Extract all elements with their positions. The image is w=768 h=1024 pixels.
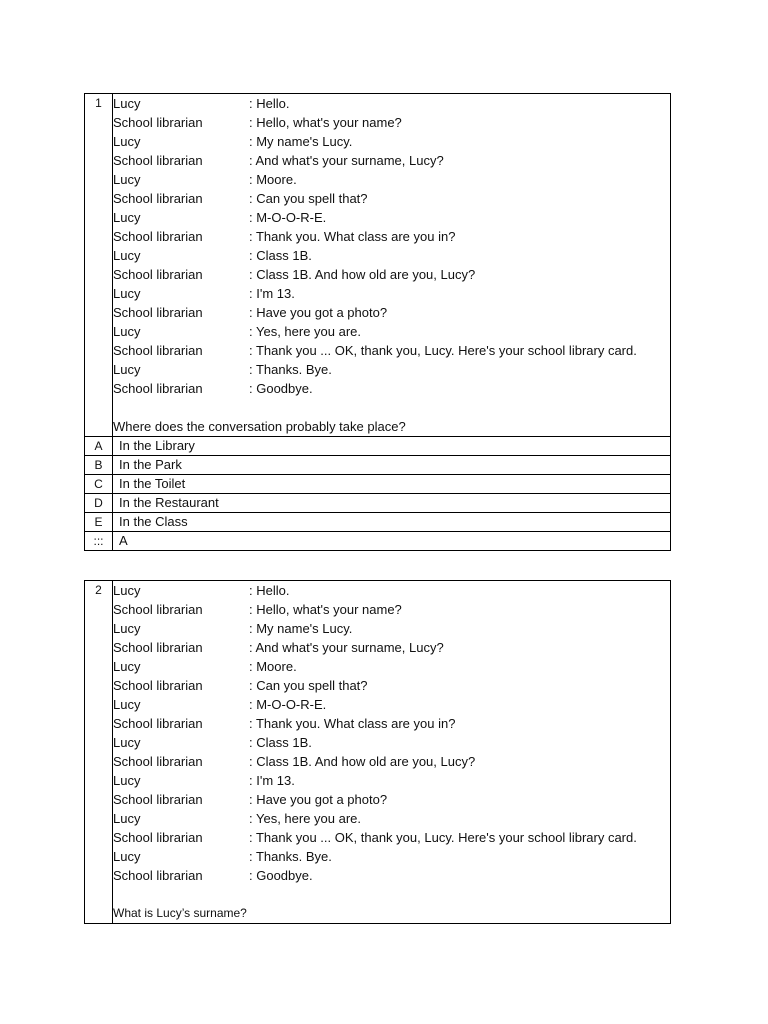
speech-text: : I'm 13.: [249, 773, 295, 788]
speaker-name: Lucy: [113, 735, 141, 750]
option-letter: C: [85, 475, 113, 494]
answer-text: A: [113, 532, 671, 551]
speaker-name: School librarian: [113, 830, 203, 845]
dialogue-line: [113, 94, 670, 113]
speaker-name: School librarian: [113, 381, 203, 396]
speaker-name: School librarian: [113, 229, 203, 244]
option-text: In the Park: [113, 456, 671, 475]
speaker-name: School librarian: [113, 267, 203, 282]
dialogue-line: [113, 341, 670, 360]
dialogue-line: [113, 619, 670, 638]
speech-text: : Goodbye.: [249, 868, 313, 883]
speech-text: : I'm 13.: [249, 286, 295, 301]
speaker-name: Lucy: [113, 583, 141, 598]
speech-text: : Thanks. Bye.: [249, 362, 332, 377]
speaker-name: Lucy: [113, 621, 141, 636]
speech-text: : Goodbye.: [249, 381, 313, 396]
dialogue-lines: [113, 581, 670, 885]
question-text: Where does the conversation probably take place?: [113, 419, 406, 434]
speech-text: : Can you spell that?: [249, 191, 368, 206]
dialogue-line: [113, 189, 670, 208]
dialogue-line: [113, 600, 670, 619]
speaker-name: Lucy: [113, 697, 141, 712]
speaker-name: Lucy: [113, 96, 141, 111]
dialogue-line: [113, 113, 670, 132]
speech-text: : Thank you ... OK, thank you, Lucy. Here's your school library card.: [249, 343, 637, 358]
dialogue-line: [113, 695, 670, 714]
dialogue-line: [113, 379, 670, 398]
speaker-name: Lucy: [113, 210, 141, 225]
speech-text: : Hello, what's your name?: [249, 115, 402, 130]
dialogue-line: [113, 847, 670, 866]
speaker-name: School librarian: [113, 115, 203, 130]
dialogue-line: [113, 657, 670, 676]
speech-text: : Moore.: [249, 172, 297, 187]
speech-text: : Thank you. What class are you in?: [249, 716, 456, 731]
question-2-table: [84, 580, 671, 924]
speech-text: : My name's Lucy.: [249, 134, 353, 149]
dialogue-line: [113, 303, 670, 322]
speaker-name: Lucy: [113, 362, 141, 377]
question-text: What is Lucy’s surname?: [113, 906, 247, 920]
dialogue-line: [113, 771, 670, 790]
option-text: In the Class: [113, 513, 671, 532]
speaker-name: School librarian: [113, 678, 203, 693]
speech-text: : Yes, here you are.: [249, 324, 362, 339]
option-row-c[interactable]: [85, 475, 671, 494]
dialogue-line: [113, 866, 670, 885]
speech-text: : Hello.: [249, 96, 290, 111]
speaker-name: School librarian: [113, 153, 203, 168]
speaker-name: School librarian: [113, 602, 203, 617]
dialogue-line: [113, 284, 670, 303]
speaker-name: School librarian: [113, 792, 203, 807]
dialogue-block: [113, 94, 671, 437]
dialogue-line: [113, 151, 670, 170]
speaker-name: Lucy: [113, 659, 141, 674]
dialogue-line: [113, 246, 670, 265]
dialogue-line: [113, 170, 670, 189]
option-text: In the Toilet: [113, 475, 671, 494]
speech-text: : Hello, what's your name?: [249, 602, 402, 617]
speaker-name: School librarian: [113, 868, 203, 883]
speaker-name: School librarian: [113, 343, 203, 358]
speaker-name: Lucy: [113, 849, 141, 864]
speaker-name: Lucy: [113, 324, 141, 339]
dialogue-line: [113, 227, 670, 246]
option-letter: E: [85, 513, 113, 532]
option-letter: A: [85, 437, 113, 456]
option-text: In the Library: [113, 437, 671, 456]
dialogue-line: [113, 208, 670, 227]
question-number: 1: [85, 94, 113, 437]
speech-text: : Can you spell that?: [249, 678, 368, 693]
answer-row: [85, 532, 671, 551]
dialogue-line: [113, 752, 670, 771]
question-1-table: [84, 93, 671, 551]
answer-marker: :::: [85, 532, 113, 551]
speech-text: : Have you got a photo?: [249, 305, 388, 320]
dialogue-line: [113, 581, 670, 600]
speaker-name: Lucy: [113, 248, 141, 263]
option-text: In the Restaurant: [113, 494, 671, 513]
speaker-name: School librarian: [113, 640, 203, 655]
speech-text: : M-O-O-R-E.: [249, 210, 327, 225]
speaker-name: Lucy: [113, 811, 141, 826]
speaker-name: School librarian: [113, 191, 203, 206]
speech-text: : Class 1B. And how old are you, Lucy?: [249, 267, 476, 282]
speech-text: : Class 1B.: [249, 248, 312, 263]
dialogue-line: [113, 733, 670, 752]
speaker-name: Lucy: [113, 286, 141, 301]
dialogue-line: [113, 638, 670, 657]
dialogue-line: [113, 132, 670, 151]
dialogue-block: [113, 581, 671, 924]
speaker-name: Lucy: [113, 773, 141, 788]
speech-text: : Class 1B. And how old are you, Lucy?: [249, 754, 476, 769]
speech-text: : Thanks. Bye.: [249, 849, 332, 864]
option-row-e[interactable]: [85, 513, 671, 532]
dialogue-lines: [113, 94, 670, 398]
dialogue-line: [113, 714, 670, 733]
speaker-name: School librarian: [113, 716, 203, 731]
option-row-d[interactable]: [85, 494, 671, 513]
speaker-name: Lucy: [113, 172, 141, 187]
speech-text: : Have you got a photo?: [249, 792, 388, 807]
speech-text: : Thank you ... OK, thank you, Lucy. Here's your school library card.: [249, 830, 637, 845]
speaker-name: School librarian: [113, 305, 203, 320]
option-row-b[interactable]: [85, 456, 671, 475]
speech-text: : Hello.: [249, 583, 290, 598]
speaker-name: Lucy: [113, 134, 141, 149]
dialogue-line: [113, 322, 670, 341]
speech-text: : My name's Lucy.: [249, 621, 353, 636]
speech-text: : And what's your surname, Lucy?: [249, 640, 444, 655]
speech-text: : And what's your surname, Lucy?: [249, 153, 444, 168]
option-letter: B: [85, 456, 113, 475]
dialogue-line: [113, 790, 670, 809]
dialogue-line: [113, 809, 670, 828]
question-number: 2: [85, 581, 113, 924]
dialogue-line: [113, 265, 670, 284]
dialogue-line: [113, 828, 670, 847]
option-letter: D: [85, 494, 113, 513]
speech-text: : Thank you. What class are you in?: [249, 229, 456, 244]
option-row-a[interactable]: [85, 437, 671, 456]
speech-text: : Class 1B.: [249, 735, 312, 750]
speech-text: : M-O-O-R-E.: [249, 697, 327, 712]
speech-text: : Moore.: [249, 659, 297, 674]
speaker-name: School librarian: [113, 754, 203, 769]
dialogue-line: [113, 676, 670, 695]
dialogue-line: [113, 360, 670, 379]
speech-text: : Yes, here you are.: [249, 811, 362, 826]
